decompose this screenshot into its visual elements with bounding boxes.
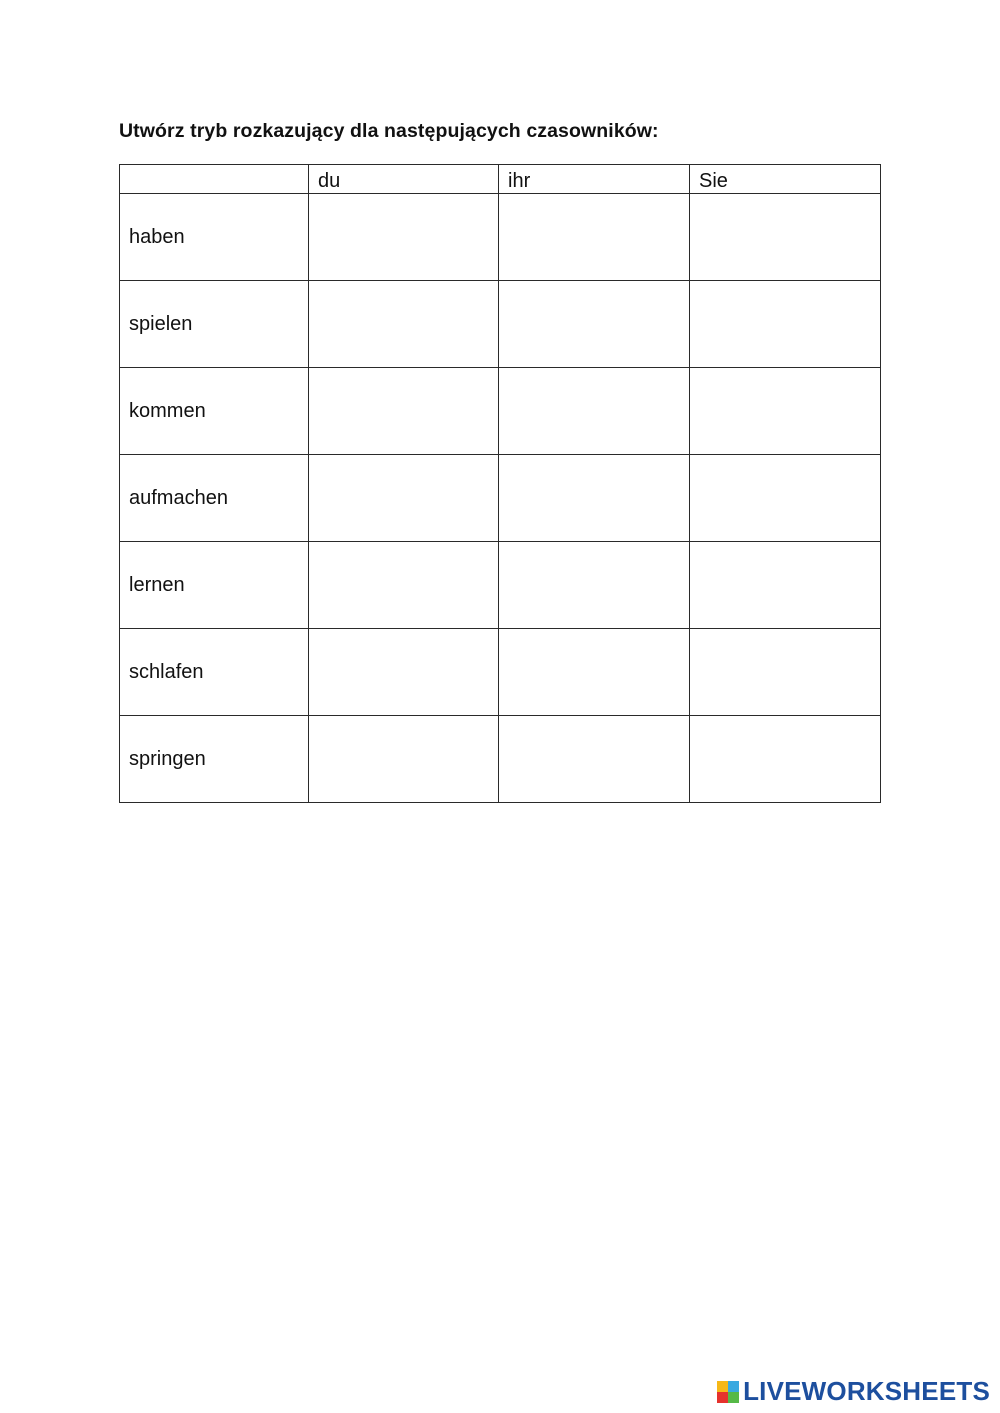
answer-cell-ihr[interactable] <box>499 455 690 542</box>
answer-cell-du[interactable] <box>309 455 499 542</box>
answer-cell-ihr[interactable] <box>499 629 690 716</box>
header-cell-sie: Sie <box>690 165 881 194</box>
answer-cell-sie[interactable] <box>690 281 881 368</box>
header-cell-ihr: ihr <box>499 165 690 194</box>
verb-table <box>119 164 881 803</box>
verb-cell: aufmachen <box>120 455 309 542</box>
answer-cell-du[interactable] <box>309 542 499 629</box>
logo-text: LIVEWORKSHEETS <box>743 1376 990 1406</box>
answer-cell-du[interactable] <box>309 281 499 368</box>
table-header-row <box>120 165 881 194</box>
answer-cell-ihr[interactable] <box>499 542 690 629</box>
table-row <box>120 455 881 542</box>
answer-cell-du[interactable] <box>309 629 499 716</box>
table-row <box>120 368 881 455</box>
page-title: Utwórz tryb rozkazujący dla następujących czasowników: <box>119 120 659 142</box>
verb-cell: haben <box>120 194 309 281</box>
table-row <box>120 281 881 368</box>
liveworksheets-logo-icon <box>717 1381 739 1403</box>
answer-cell-ihr[interactable] <box>499 368 690 455</box>
table-row <box>120 716 881 803</box>
liveworksheets-logo <box>717 1376 990 1407</box>
verb-cell: kommen <box>120 368 309 455</box>
answer-cell-ihr[interactable] <box>499 194 690 281</box>
answer-cell-sie[interactable] <box>690 194 881 281</box>
answer-cell-sie[interactable] <box>690 368 881 455</box>
table-row <box>120 629 881 716</box>
table-row <box>120 194 881 281</box>
answer-cell-ihr[interactable] <box>499 281 690 368</box>
verb-cell: schlafen <box>120 629 309 716</box>
table-row <box>120 542 881 629</box>
verb-cell: lernen <box>120 542 309 629</box>
answer-cell-du[interactable] <box>309 368 499 455</box>
header-cell-blank <box>120 165 309 194</box>
answer-cell-du[interactable] <box>309 716 499 803</box>
answer-cell-sie[interactable] <box>690 542 881 629</box>
verb-cell: spielen <box>120 281 309 368</box>
answer-cell-sie[interactable] <box>690 455 881 542</box>
answer-cell-sie[interactable] <box>690 716 881 803</box>
answer-cell-sie[interactable] <box>690 629 881 716</box>
answer-cell-ihr[interactable] <box>499 716 690 803</box>
header-cell-du: du <box>309 165 499 194</box>
verb-cell: springen <box>120 716 309 803</box>
answer-cell-du[interactable] <box>309 194 499 281</box>
